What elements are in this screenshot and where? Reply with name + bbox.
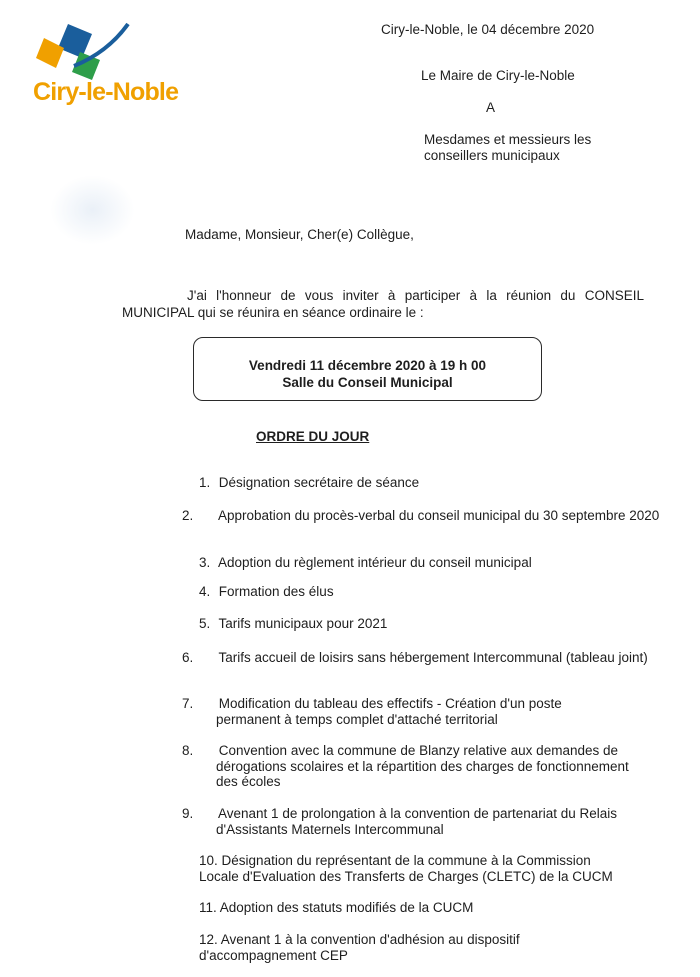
recipient-line1: Mesdames et messieurs les bbox=[424, 132, 592, 147]
agenda-item bbox=[199, 555, 649, 571]
agenda-item bbox=[199, 900, 649, 916]
agenda-item-text: Avenant 1 de prolongation à la convention de partenariat du Relais d'Assistants Maternels Intercommunal bbox=[216, 806, 618, 837]
agenda-item-text: Tarifs municipaux pour 2021 bbox=[218, 616, 388, 631]
agenda-item bbox=[182, 806, 661, 837]
agenda-item-number: 4. bbox=[199, 584, 211, 599]
agenda-item bbox=[199, 853, 629, 884]
meeting-box bbox=[193, 337, 542, 401]
to-label: A bbox=[486, 100, 496, 115]
agenda-item bbox=[199, 475, 649, 491]
agenda-item bbox=[182, 650, 666, 666]
agenda-item-number: 9. bbox=[182, 806, 194, 821]
agenda-item-text: Désignation du représentant de la commune à la Commission Locale d'Evaluation des Transferts de Charges (CLETC) de la CUCM bbox=[199, 853, 613, 884]
agenda-item-number: 11. bbox=[199, 900, 217, 915]
agenda-item-text: Avenant 1 à la convention d'adhésion au dispositif d'accompagnement CEP bbox=[199, 932, 520, 963]
agenda-item-number: 2. bbox=[182, 508, 194, 523]
recipient-line2: conseillers municipaux bbox=[424, 148, 560, 163]
sender: Le Maire de Ciry-le-Noble bbox=[421, 68, 575, 83]
agenda-item-text: Tarifs accueil de loisirs sans hébergement Intercommunal (tableau joint) bbox=[218, 650, 648, 665]
ciry-le-noble-logo bbox=[28, 22, 178, 117]
agenda-item-text: Adoption du règlement intérieur du conseil municipal bbox=[218, 555, 532, 570]
agenda-item-text: Modification du tableau des effectifs - Création d'un poste permanent à temps complet d'attaché territorial bbox=[216, 696, 562, 727]
logo-mark-icon bbox=[28, 22, 178, 82]
meeting-date-time: Vendredi 11 décembre 2020 à 19 h 00 bbox=[248, 358, 487, 373]
agenda-item bbox=[182, 696, 606, 727]
logo-text: Ciry-le-Noble bbox=[33, 78, 179, 106]
agenda-item-text: Formation des élus bbox=[218, 584, 334, 599]
meeting-location: Salle du Conseil Municipal bbox=[282, 375, 453, 390]
agenda-item-number: 5. bbox=[199, 616, 211, 631]
intro-paragraph: J'ai l'honneur de vous inviter à participer à la réunion du CONSEIL MUNICIPAL qui se réunira en séance ordinaire le : bbox=[122, 288, 644, 320]
agenda-item-number: 1. bbox=[199, 475, 211, 490]
agenda-item-text: Adoption des statuts modifiés de la CUCM bbox=[219, 900, 474, 915]
agenda-item bbox=[199, 584, 649, 600]
agenda-item-number: 10. bbox=[199, 853, 218, 868]
place-date: Ciry-le-Noble, le 04 décembre 2020 bbox=[381, 22, 595, 37]
agenda-item-number: 8. bbox=[182, 743, 194, 758]
agenda-item-text: Approbation du procès-verbal du conseil municipal du 30 septembre 2020 bbox=[218, 508, 660, 523]
agenda-item bbox=[182, 743, 646, 790]
agenda-item bbox=[199, 616, 649, 632]
agenda-item-number: 3. bbox=[199, 555, 211, 570]
agenda-item-text: Convention avec la commune de Blanzy relative aux demandes de dérogations scolaires et la répartition des charges de fonctionnement des écoles bbox=[216, 743, 629, 789]
agenda-title: ORDRE DU JOUR bbox=[256, 429, 370, 444]
agenda-item-number: 6. bbox=[182, 650, 194, 665]
agenda-item bbox=[199, 932, 549, 963]
agenda-item-number: 12. bbox=[199, 932, 218, 947]
agenda-item-number: 7. bbox=[182, 696, 194, 711]
scan-smudge bbox=[50, 175, 135, 245]
salutation: Madame, Monsieur, Cher(e) Collègue, bbox=[185, 227, 414, 242]
agenda-item bbox=[182, 508, 666, 524]
agenda-item-text: Désignation secrétaire de séance bbox=[218, 475, 420, 490]
